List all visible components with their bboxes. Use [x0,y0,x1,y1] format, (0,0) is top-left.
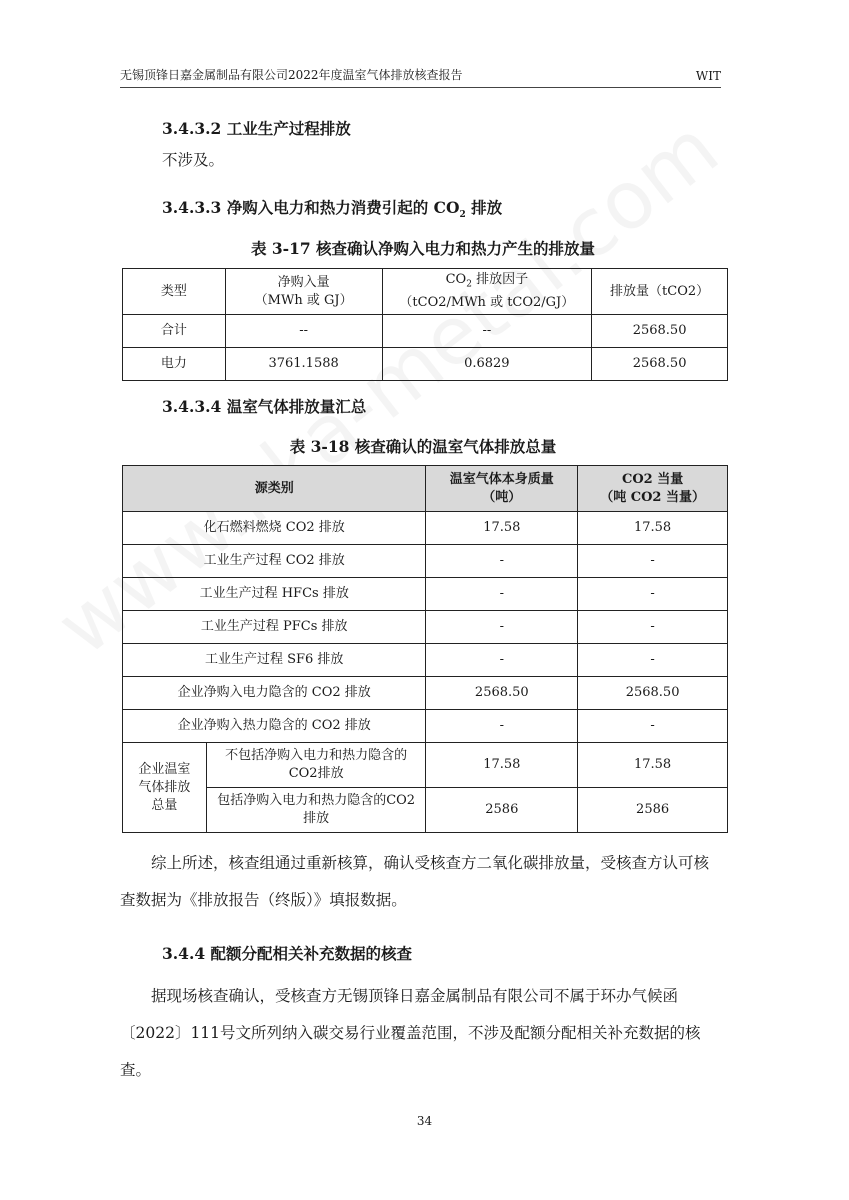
table-row: 企业温室气体排放总量 不包括净购入电力和热力隐含的CO2排放 17.58 17.58 [123,743,728,788]
table-3-18-caption: 表 3-18 核查确认的温室气体排放总量 [289,437,557,456]
header-mass: 温室气体本身质量 （吨） [426,466,578,512]
total-group-label: 企业温室气体排放总量 [123,743,207,833]
table-row: 工业生产过程 HFCs 排放 - - [123,578,728,611]
header-source: 源类别 [123,466,426,512]
header-title: 无锡顶锋日嘉金属制品有限公司2022年度温室气体排放核查报告 [120,68,463,82]
text-3-4-3-2: 不涉及。 [162,151,225,169]
table-row: 工业生产过程 SF6 排放 - - [123,644,728,677]
table-row: 电力 3761.1588 0.6829 2568.50 [123,348,728,381]
table-row: 工业生产过程 CO2 排放 - - [123,545,728,578]
table-row: 企业净购入电力隐含的 CO2 排放 2568.50 2568.50 [123,677,728,710]
table-row: 包括净购入电力和热力隐含的CO2排放 2586 2586 [123,788,728,833]
header-right: WIT [695,69,721,83]
header-type: 类型 [123,269,226,315]
header-co2e: CO2 当量 （吨 CO2 当量） [578,466,728,512]
table-row: 企业净购入热力隐含的 CO2 排放 - - [123,710,728,743]
heading-3-4-4: 3.4.4 配额分配相关补充数据的核查 [162,944,413,963]
summary-paragraph: 综上所述，核查组通过重新核算，确认受核查方二氧化碳排放量，受核查方认可核查数据为《排放报告（终版）》填报数据。 [120,854,710,909]
heading-3-4-3-4: 3.4.3.4 温室气体排放量汇总 [162,397,367,416]
table-3-17 [122,268,728,381]
header-emission: 排放量（tCO2） [592,269,728,315]
heading-3-4-3-2: 3.4.3.2 工业生产过程排放 [162,119,351,138]
page-number: 34 [416,1114,433,1128]
table-3-17-caption: 表 3-17 核查确认净购入电力和热力产生的排放量 [250,239,596,258]
table-row [123,269,728,315]
table-row [123,466,728,512]
heading-3-4-3-3: 3.4.3.3 净购入电力和热力消费引起的 $CO_2$ 排放 [162,198,503,221]
table-row: 合计 -- -- 2568.50 [123,315,728,348]
page-header [120,62,721,88]
table-3-18 [122,465,728,833]
header-amount: 净购入量 （MWh 或 GJ） [225,269,382,315]
text-3-4-4: 据现场核查确认，受核查方无锡顶锋日嘉金属制品有限公司不属于环办气候函〔2022〕111号文所列纳入碳交易行业覆盖范围，不涉及配额分配相关补充数据的核查。 [120,987,701,1079]
table-row: 化石燃料燃烧 CO2 排放 17.58 17.58 [123,512,728,545]
table-row: 工业生产过程 PFCs 排放 - - [123,611,728,644]
header-factor: $CO_2$ 排放因子 （tCO2/MWh 或 tCO2/GJ） [382,269,592,315]
